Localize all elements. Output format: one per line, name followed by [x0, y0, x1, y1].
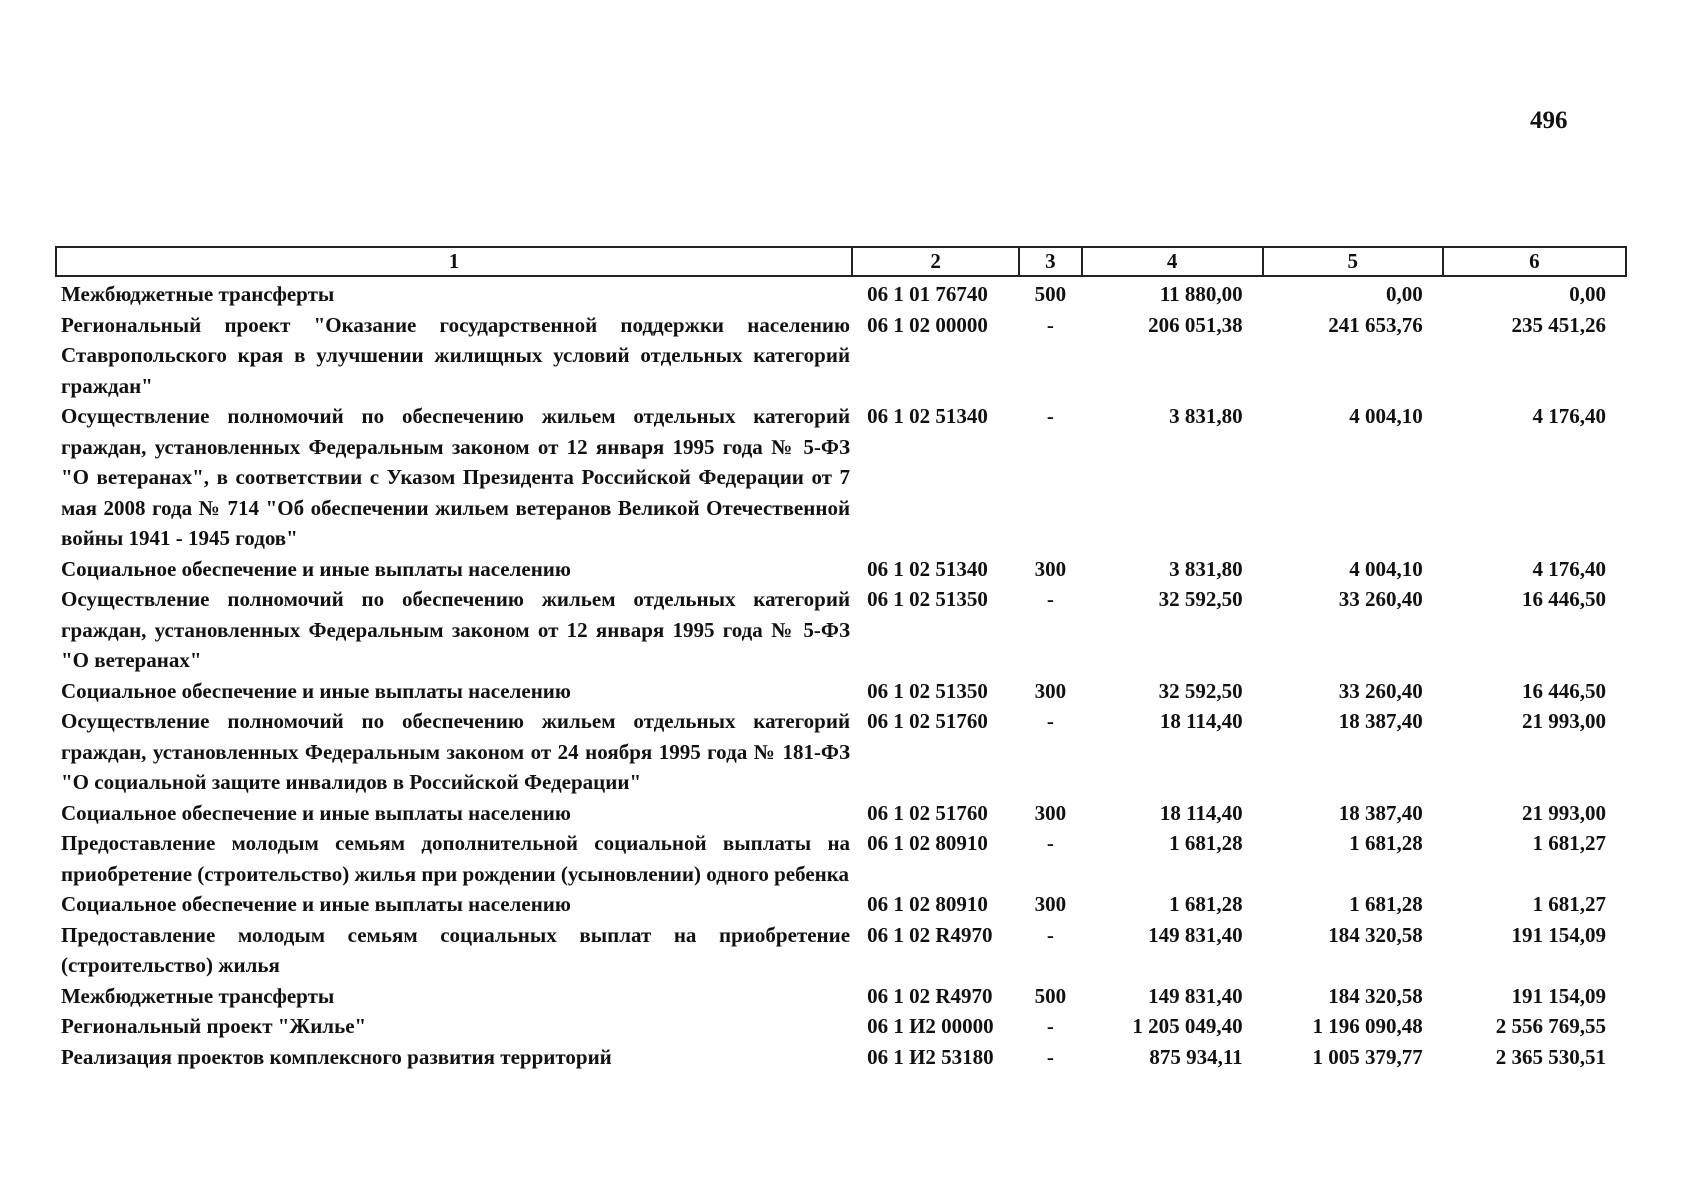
table-row — [56, 1042, 1626, 1073]
amount-col-5: 184 320,58 — [1328, 922, 1423, 947]
table-header — [56, 247, 1626, 276]
expense-type: - — [1046, 1044, 1054, 1069]
amount-col-5: 18 387,40 — [1338, 800, 1423, 825]
expense-type: - — [1046, 587, 1054, 611]
item-code: 06 1 И2 53180 — [867, 1044, 994, 1069]
amount-col-6: 21 993,00 — [1522, 709, 1606, 733]
expense-type: 500 — [1034, 282, 1067, 306]
amount-col-4: 32 592,50 — [1158, 678, 1243, 703]
table-row — [56, 310, 1626, 402]
amount-col-6: 0,00 — [1569, 282, 1606, 306]
item-code: 06 1 02 51350 — [867, 587, 988, 611]
amount-col-4: 875 934,11 — [1149, 1044, 1243, 1069]
item-name: Региональный проект "Оказание государственной поддержки населению Ставропольского края в улучшении жилищных условий отдельных категорий граждан" — [61, 312, 851, 398]
table-row — [56, 981, 1626, 1012]
table-row — [56, 554, 1626, 585]
amount-col-6: 1 681,27 — [1532, 892, 1606, 916]
item-name: Социальное обеспечение и иные выплаты населению — [61, 800, 571, 825]
item-code: 06 1 02 R4970 — [867, 922, 993, 947]
item-name: Осуществление полномочий по обеспечению жильем отдельных категорий граждан, установленных Федеральным законом от 12 января 1995 года № 5-ФЗ "О ветеранах" — [61, 587, 851, 672]
amount-col-6: 191 154,09 — [1511, 983, 1606, 1008]
item-code: 06 1 И2 00000 — [867, 1014, 994, 1038]
amount-col-6: 2 365 530,51 — [1495, 1044, 1606, 1069]
amount-col-6: 16 446,50 — [1522, 678, 1606, 703]
expense-type: 300 — [1034, 556, 1067, 581]
item-name: Региональный проект "Жилье" — [61, 1014, 367, 1038]
column-header-1: 1 — [56, 247, 852, 276]
item-code: 06 1 01 76740 — [867, 282, 988, 306]
item-code: 06 1 02 51760 — [867, 800, 988, 825]
amount-col-5: 1 681,28 — [1349, 831, 1423, 855]
item-name: Межбюджетные трансферты — [61, 983, 335, 1008]
column-header-5: 5 — [1263, 247, 1443, 276]
expense-type: 300 — [1034, 800, 1067, 825]
table-row — [56, 1011, 1626, 1042]
item-name: Осуществление полномочий по обеспечению жильем отдельных категорий граждан, установленных Федеральным законом от 24 ноября 1995 года № 181-ФЗ "О социальной защите инвалидов в Российской Федерации" — [61, 709, 851, 794]
amount-col-4: 149 831,40 — [1148, 922, 1243, 947]
column-header-4: 4 — [1082, 247, 1263, 276]
amount-col-4: 32 592,50 — [1158, 587, 1243, 611]
amount-col-5: 1 005 379,77 — [1312, 1044, 1423, 1069]
item-code: 06 1 02 51760 — [867, 709, 988, 733]
page-number: 496 — [1530, 107, 1568, 134]
table-row — [56, 798, 1626, 829]
item-name: Предоставление молодым семьям дополнительной социальной выплаты на приобретение (строительство) жилья при рождении (усыновлении) одного ребенка — [61, 831, 851, 886]
amount-col-5: 18 387,40 — [1338, 709, 1423, 733]
amount-col-6: 4 176,40 — [1532, 404, 1606, 428]
amount-col-6: 235 451,26 — [1511, 312, 1606, 337]
table-body — [56, 276, 1626, 1072]
item-name: Социальное обеспечение и иные выплаты населению — [61, 892, 571, 916]
table-row — [56, 920, 1626, 981]
amount-col-4: 11 880,00 — [1159, 282, 1243, 306]
expense-type: 300 — [1034, 892, 1067, 916]
item-code: 06 1 02 51340 — [867, 404, 988, 428]
item-code: 06 1 02 51340 — [867, 556, 988, 581]
amount-col-6: 1 681,27 — [1532, 831, 1606, 855]
item-code: 06 1 02 80910 — [867, 892, 988, 916]
expense-type: - — [1046, 404, 1054, 428]
amount-col-5: 241 653,76 — [1328, 312, 1423, 337]
amount-col-4: 206 051,38 — [1148, 312, 1243, 337]
amount-col-5: 4 004,10 — [1349, 556, 1423, 581]
expense-type: 300 — [1034, 678, 1067, 703]
expense-type: 500 — [1034, 983, 1067, 1008]
item-code: 06 1 02 R4970 — [867, 983, 993, 1008]
item-name: Социальное обеспечение и иные выплаты населению — [61, 556, 571, 581]
item-name: Межбюджетные трансферты — [61, 282, 335, 306]
item-name: Осуществление полномочий по обеспечению жильем отдельных категорий граждан, установленных Федеральным законом от 12 января 1995 года № 5-ФЗ "О ветеранах", в соответствии с Указом Президента Российской Федерации от 7 мая 2008 года № 714 "Об обеспечении жильем ветеранов Великой Отечественной войны 1941 - 1945 годов" — [61, 404, 851, 550]
expense-type: - — [1046, 831, 1054, 855]
item-code: 06 1 02 51350 — [867, 678, 988, 703]
expense-type: - — [1046, 709, 1054, 733]
amount-col-5: 184 320,58 — [1328, 983, 1423, 1008]
column-header-2: 2 — [852, 247, 1019, 276]
amount-col-4: 1 681,28 — [1169, 892, 1243, 916]
amount-col-4: 18 114,40 — [1159, 709, 1243, 733]
item-name: Социальное обеспечение и иные выплаты населению — [61, 678, 571, 703]
table-row — [56, 401, 1626, 554]
amount-col-6: 191 154,09 — [1511, 922, 1606, 947]
table-row — [56, 706, 1626, 798]
table-row — [56, 584, 1626, 676]
item-name: Предоставление молодым семьям социальных выплат на приобретение (строительство) жилья — [61, 922, 851, 977]
table-row — [56, 276, 1626, 310]
amount-col-5: 33 260,40 — [1338, 587, 1423, 611]
table-row — [56, 889, 1626, 920]
amount-col-4: 3 831,80 — [1169, 556, 1243, 581]
column-header-6: 6 — [1443, 247, 1626, 276]
amount-col-5: 33 260,40 — [1338, 678, 1423, 703]
table-row — [56, 828, 1626, 889]
amount-col-5: 1 196 090,48 — [1312, 1014, 1423, 1038]
budget-table — [55, 246, 1627, 1072]
amount-col-4: 18 114,40 — [1159, 800, 1243, 825]
amount-col-6: 4 176,40 — [1532, 556, 1606, 581]
expense-type: - — [1046, 1014, 1054, 1038]
amount-col-6: 2 556 769,55 — [1495, 1014, 1606, 1038]
amount-col-5: 0,00 — [1386, 282, 1423, 306]
table-row — [56, 676, 1626, 707]
column-header-3: 3 — [1019, 247, 1081, 276]
item-code: 06 1 02 80910 — [867, 831, 988, 855]
amount-col-4: 3 831,80 — [1169, 404, 1243, 428]
amount-col-4: 149 831,40 — [1148, 983, 1243, 1008]
item-code: 06 1 02 00000 — [867, 312, 988, 337]
amount-col-4: 1 681,28 — [1169, 831, 1243, 855]
amount-col-4: 1 205 049,40 — [1132, 1014, 1243, 1038]
expense-type: - — [1046, 922, 1054, 947]
item-name: Реализация проектов комплексного развития территорий — [61, 1044, 612, 1069]
amount-col-5: 4 004,10 — [1349, 404, 1423, 428]
amount-col-6: 16 446,50 — [1522, 587, 1606, 611]
amount-col-5: 1 681,28 — [1349, 892, 1423, 916]
amount-col-6: 21 993,00 — [1522, 800, 1606, 825]
header-row — [56, 247, 1626, 276]
expense-type: - — [1046, 312, 1054, 337]
